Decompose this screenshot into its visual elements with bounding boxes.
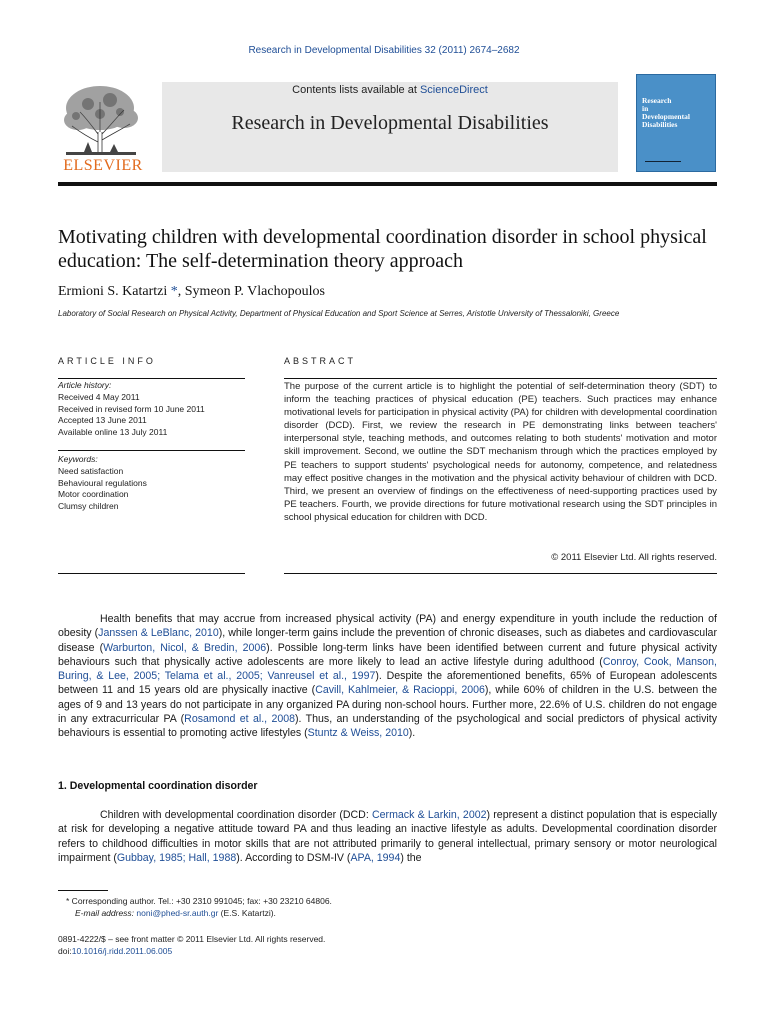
citation-link[interactable]: Janssen & LeBlanc, 2010: [98, 627, 219, 640]
journal-reference-link[interactable]: Research in Developmental Disabilities 32 (2011) 2674–2682: [248, 45, 520, 56]
article-info-heading: ARTICLE INFO: [58, 356, 156, 366]
doi-label: doi:: [58, 946, 72, 956]
body-paragraph-1: Health benefits that may accrue from increased physical activity (PA) and energy expenditure in youth include the reduction of obesity (Janssen & LeBlanc, 2010), while longer-term gains include the prevention of chronic diseases, such as diabetes and cardiovascular disease (Warburton, Nicol, & Bredin, 2006). Possible long-term links have been identified between current and future physical activity behaviours such that physically active adolescents are more likely to lead an active lifestyle during adulthood (Conroy, Cook, Manson, Buring, & Lee, 2005; Telama et al., 2005; Vanreusel et al., 1997). Despite the aforementioned benefits, 65% of European adolescents between 11 and 15 years old are physically inactive (Cavill, Kahlmeier, & Racioppi, 2006), while 60% of children in the U.S. between the ages of 9 and 13 years do not participate in any organized PA during non-school hours. Further more, 22.6% of U.S. children do not engage in any extracurricular PA (Rosamond et al., 2008). Thus, an understanding of the psychological and social predictors of physical activity behaviours is essential to promoting active lifestyles (Stuntz & Weiss, 2010).: [58, 613, 718, 740]
journal-cover: [636, 74, 716, 172]
cover-title-line: Research: [642, 96, 672, 105]
email-label: E-mail address:: [75, 908, 137, 918]
citation-link[interactable]: Cavill, Kahlmeier, & Racioppi, 2006: [315, 684, 485, 697]
section-heading: 1. Developmental coordination disorder: [58, 780, 258, 792]
abstract-top-rule: [284, 378, 717, 379]
email-suffix: (E.S. Katartzi).: [218, 908, 276, 918]
authors: [58, 284, 325, 300]
citation-link[interactable]: APA, 1994: [350, 851, 401, 864]
cover-divider: [645, 161, 681, 162]
author-name: Ermioni S. Katartzi: [58, 284, 168, 299]
sciencedirect-link[interactable]: ScienceDirect: [419, 84, 488, 96]
journal-header: [162, 82, 618, 172]
cover-title-line: Developmental: [642, 112, 690, 121]
citation-link[interactable]: Warburton, Nicol, & Bredin, 2006: [103, 641, 267, 654]
article-history: [58, 380, 245, 439]
cover-title: [642, 97, 712, 129]
journal-title: Research in Developmental Disabilities: [231, 112, 549, 134]
info-mid-rule: [58, 450, 245, 451]
citation-link[interactable]: Stuntz & Weiss, 2010: [307, 727, 409, 740]
history-item: Accepted 13 June 2011: [58, 415, 147, 426]
contents-line: [162, 84, 618, 96]
corresponding-author-note: [66, 895, 332, 907]
keywords: [58, 454, 245, 513]
citation-link[interactable]: Cermack & Larkin, 2002: [372, 809, 487, 821]
abstract-bottom-rule: [284, 573, 717, 574]
issn-line: 0891-4222/$ – see front matter © 2011 Elsevier Ltd. All rights reserved.: [58, 934, 326, 944]
footnote-text: Corresponding author. Tel.: +30 2310 991045; fax: +30 23210 64806.: [69, 896, 332, 906]
author-name: , Symeon P. Vlachopoulos: [177, 284, 325, 299]
history-item: Received in revised form 10 June 2011: [58, 403, 205, 414]
affiliation: Laboratory of Social Research on Physical Activity, Department of Physical Education and Sport Science at Serres, Aristotle University of Thessaloniki, Greece: [58, 309, 620, 318]
abstract-copyright: © 2011 Elsevier Ltd. All rights reserved.: [551, 552, 717, 563]
doi-link[interactable]: 10.1016/j.ridd.2011.06.005: [71, 946, 173, 956]
info-top-rule: [58, 378, 245, 379]
keywords-label: Keywords:: [58, 454, 98, 464]
body-paragraph-2: Children with developmental coordination disorder (DCD: Cermack & Larkin, 2002) represent a distinct population that is especially at risk for developing a negative attitude toward PA and thus leading an inactive lifestyle as adults. Developmental coordination disorder refers to childhood difficulties in motor skills that are not attributed primarily to general intellectual, primary sensory or motor neurological impairment (Gubbay, 1985; Hall, 1988). According to DSM-IV (APA, 1994) the: [58, 809, 718, 864]
keyword-item: Clumsy children: [58, 501, 119, 512]
keyword-item: Motor coordination: [58, 489, 129, 500]
citation-link[interactable]: Rosamond et al., 2008: [184, 713, 296, 726]
doi-line: [58, 945, 172, 957]
email-link[interactable]: noni@phed-sr.auth.gr: [136, 908, 219, 918]
cover-title-line: Disabilities: [642, 120, 678, 129]
history-item: Received 4 May 2011: [58, 391, 140, 402]
history-item: Available online 13 July 2011: [58, 427, 168, 438]
elsevier-wordmark: ELSEVIER: [63, 157, 143, 174]
history-label: Article history:: [58, 380, 112, 390]
info-bottom-rule: [58, 573, 245, 574]
keyword-item: Need satisfaction: [58, 465, 124, 476]
footnote-mark: *: [66, 896, 70, 906]
citation-link[interactable]: Conroy, Cook, Manson, Buring, & Lee, 2005; Telama et al., 2005; Vanreusel et al., 1997: [58, 655, 718, 683]
contents-prefix: Contents lists available at: [292, 84, 420, 96]
abstract-text: The purpose of the current article is to highlight the potential of self-determination theory (SDT) to inform the teaching practices of physical education (PE) teachers. Such practices may enhance motivational levels for participation in physical activity (PA) for children with developmental coordination disorder (DCD). First, we review the research in PE demonstrating links between teachers' interpersonal style, teaching methods, and outcomes relating to both students' motivation and motor skill improvement. Second, we outline the SDT mechanism through which the practices employed by PE teachers to support students' psychological needs for autonomy, competence, and relatedness may effect positive changes in the motivation and the physical activity behaviour of children with DCD. Third, we present an overview of findings on the effectiveness of need-supporting practices used by PE teachers. Fourth, we provide directions for future motivational research using the SDT principles in school physical education for children with DCD.: [284, 381, 717, 523]
keyword-item: Behavioural regulations: [58, 477, 147, 488]
header-divider: [58, 182, 717, 186]
abstract-heading: ABSTRACT: [284, 356, 357, 366]
citation-link[interactable]: Gubbay, 1985; Hall, 1988: [116, 851, 237, 864]
email-note: [75, 907, 276, 919]
footnote-rule: [58, 890, 108, 891]
article-title: Motivating children with developmental coordination disorder in school physical education: The self-determination theory approach: [58, 226, 707, 272]
cover-title-line: in: [642, 104, 649, 113]
corresponding-author-mark[interactable]: *: [167, 284, 178, 299]
